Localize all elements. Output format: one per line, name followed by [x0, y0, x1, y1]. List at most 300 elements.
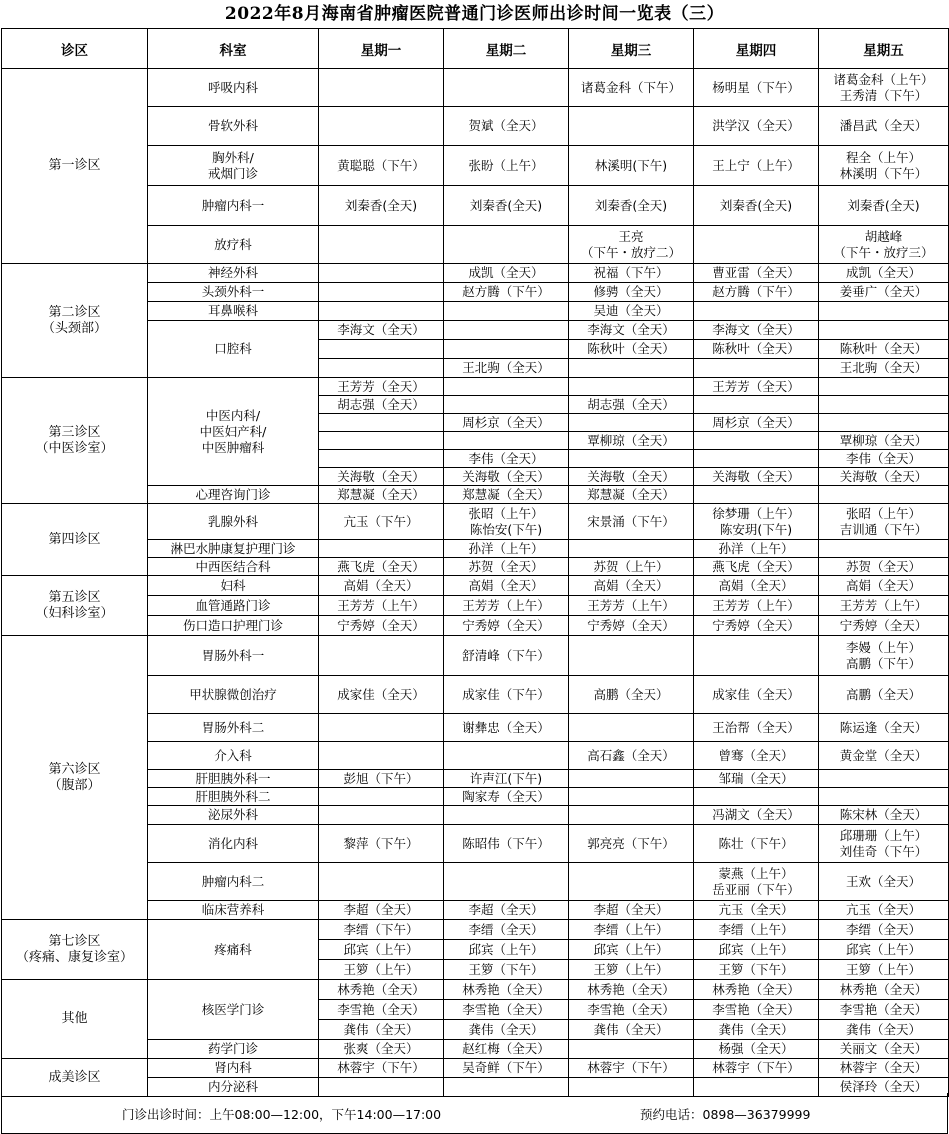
schedule-cell-wednesday — [569, 359, 694, 378]
schedule-cell-friday — [819, 1000, 949, 1020]
schedule-cell-wednesday — [569, 616, 694, 636]
schedule-cell-monday — [319, 146, 444, 186]
department-cell — [148, 980, 319, 1040]
cell-line: 苏贺（全天） — [845, 558, 921, 574]
zone-cell — [2, 1059, 148, 1097]
schedule-cell-friday — [819, 540, 949, 558]
table-row — [2, 576, 949, 596]
cell-line: 张昭（上午） — [845, 505, 921, 521]
table-row — [2, 980, 949, 1000]
schedule-cell-thursday — [694, 283, 819, 302]
schedule-cell-tuesday — [444, 504, 569, 540]
cell-line: 彭旭（下午） — [343, 770, 419, 786]
schedule-cell-tuesday — [444, 901, 569, 920]
schedule-cell-tuesday — [444, 825, 569, 863]
cell-line: 祝福（下午） — [593, 265, 669, 280]
schedule-cell-wednesday — [569, 863, 694, 901]
department-cell — [148, 146, 319, 186]
cell-line: 王北驹（全天） — [462, 360, 550, 375]
cell-line: 高鹏（下午） — [845, 655, 921, 671]
schedule-cell-tuesday — [444, 414, 569, 432]
schedule-cell-tuesday — [444, 676, 569, 714]
cell-line: 李缙（上午） — [593, 921, 669, 937]
schedule-cell-monday — [319, 340, 444, 359]
zone-cell — [2, 636, 148, 920]
schedule-cell-tuesday — [444, 714, 569, 742]
zone-cell — [2, 264, 148, 378]
schedule-cell-wednesday — [569, 636, 694, 676]
cell-line: 孙洋（上午） — [468, 540, 544, 556]
cell-line: 王芳芳（全天） — [712, 378, 800, 394]
schedule-cell-tuesday — [444, 980, 569, 1000]
cell-line: 周杉京（全天） — [712, 414, 800, 430]
schedule-cell-monday — [319, 806, 444, 825]
cell-line: 神经外科 — [207, 265, 258, 280]
cell-line: 李伟（全天） — [468, 450, 544, 466]
cell-line: 胡志强（全天） — [587, 396, 675, 412]
cell-line: 龚伟（全天） — [718, 1021, 794, 1037]
cell-line: 刘秦香(全天) — [847, 197, 920, 213]
cell-line: 陈秋叶（全天） — [712, 341, 800, 356]
cell-line: 宁秀婷（全天） — [712, 617, 800, 633]
cell-line: 宁秀婷（全天） — [587, 617, 675, 633]
cell-line: 宁秀婷（全天） — [839, 617, 928, 633]
cell-line: 胸外科/ — [212, 149, 254, 165]
cell-line: 中医肿瘤科 — [201, 439, 265, 455]
cell-line: （下午・放疗二） — [580, 244, 681, 260]
cell-line: 第四诊区 — [48, 531, 101, 547]
schedule-cell-tuesday — [444, 558, 569, 576]
schedule-cell-friday — [819, 940, 949, 960]
schedule-cell-monday — [319, 596, 444, 616]
schedule-cell-wednesday — [569, 186, 694, 226]
schedule-cell-monday — [319, 302, 444, 321]
schedule-cell-wednesday — [569, 558, 694, 576]
cell-line: 刘秦香(全天) — [344, 197, 418, 213]
cell-line: 高娟（全天） — [718, 577, 794, 593]
schedule-cell-wednesday — [569, 302, 694, 321]
schedule-cell-thursday — [694, 788, 819, 806]
schedule-cell-wednesday — [569, 450, 694, 468]
department-cell — [148, 636, 319, 676]
schedule-cell-friday — [819, 742, 949, 770]
schedule-cell-monday — [319, 558, 444, 576]
page-title: 2022年8月海南省肿瘤医院普通门诊医师出诊时间一览表（三） — [224, 4, 725, 24]
cell-line: 陈怡安(下午) — [469, 521, 543, 537]
cell-line: 乳腺外科 — [207, 513, 258, 529]
schedule-cell-monday — [319, 616, 444, 636]
cell-line: 贺斌（全天） — [468, 118, 544, 133]
schedule-cell-monday — [319, 1020, 444, 1040]
schedule-body — [2, 69, 949, 1097]
schedule-cell-friday — [819, 1059, 949, 1078]
department-cell — [148, 788, 319, 806]
cell-line: （下午・放疗三） — [833, 244, 934, 260]
schedule-cell-thursday — [694, 340, 819, 359]
schedule-cell-friday — [819, 359, 949, 378]
schedule-cell-monday — [319, 714, 444, 742]
schedule-cell-monday — [319, 504, 444, 540]
schedule-cell-wednesday — [569, 378, 694, 396]
schedule-cell-monday — [319, 186, 444, 226]
cell-line: 刘秦香(全天) — [594, 197, 668, 213]
cell-line: 林溪明(下午) — [594, 157, 668, 173]
cell-line: 成家佳（下午） — [462, 686, 550, 702]
schedule-cell-thursday — [694, 264, 819, 283]
department-cell — [148, 264, 319, 283]
schedule-cell-wednesday — [569, 504, 694, 540]
schedule-cell-thursday — [694, 940, 819, 960]
clinic-hours-text: 门诊出诊时间：上午08:00—12:00，下午14:00—17:00 — [122, 1107, 442, 1122]
schedule-cell-monday — [319, 742, 444, 770]
cell-line: 亢玉（全天） — [718, 902, 794, 917]
cell-line: 其他 — [61, 1011, 88, 1026]
cell-line: 中医内科/ — [205, 407, 261, 423]
cell-line: （疼痛、康复诊室） — [15, 949, 133, 965]
cell-line: 高石鑫（全天） — [587, 747, 675, 763]
schedule-cell-wednesday — [569, 714, 694, 742]
department-cell — [148, 321, 319, 378]
cell-line: 妇科 — [220, 577, 246, 593]
schedule-cell-thursday — [694, 396, 819, 414]
schedule-cell-thursday — [694, 636, 819, 676]
cell-line: 王箩（上午） — [343, 961, 419, 977]
department-cell — [148, 770, 319, 788]
cell-line: 王芳芳（上午） — [337, 597, 425, 613]
schedule-cell-monday — [319, 378, 444, 396]
table-row — [2, 504, 949, 540]
schedule-cell-wednesday — [569, 1000, 694, 1020]
cell-line: 消化内科 — [207, 835, 258, 851]
department-cell — [148, 616, 319, 636]
schedule-cell-friday — [819, 714, 949, 742]
schedule-cell-monday — [319, 359, 444, 378]
header-monday: 星期一 — [319, 29, 444, 69]
schedule-cell-monday — [319, 264, 444, 283]
cell-line: 疼痛科 — [214, 941, 252, 957]
cell-line: 苏贺（上午） — [593, 558, 669, 574]
cell-line: 林溪明（下午） — [839, 165, 928, 181]
cell-line: 李超（全天） — [343, 902, 419, 917]
department-cell — [148, 576, 319, 596]
cell-line: 呼吸内科 — [207, 79, 258, 95]
table-row — [2, 378, 949, 396]
schedule-cell-tuesday — [444, 378, 569, 396]
cell-line: 程全（上午） — [845, 149, 921, 165]
cell-line: 邱宾（上午） — [845, 941, 921, 957]
schedule-cell-tuesday — [444, 1040, 569, 1059]
schedule-cell-monday — [319, 486, 444, 504]
schedule-cell-friday — [819, 264, 949, 283]
department-cell — [148, 558, 319, 576]
schedule-cell-friday — [819, 1040, 949, 1059]
schedule-cell-thursday — [694, 1040, 819, 1059]
schedule-cell-friday — [819, 432, 949, 450]
schedule-cell-tuesday — [444, 340, 569, 359]
schedule-cell-thursday — [694, 770, 819, 788]
schedule-cell-wednesday — [569, 980, 694, 1000]
cell-line: 王箩（上午） — [845, 961, 921, 977]
cell-line: 胃肠外科一 — [201, 647, 265, 663]
schedule-cell-tuesday — [444, 146, 569, 186]
cell-line: 骨软外科 — [207, 118, 258, 133]
cell-line: 龚伟（全天） — [593, 1021, 669, 1037]
schedule-cell-friday — [819, 616, 949, 636]
cell-line: 林蓉宇（下午） — [587, 1060, 675, 1075]
cell-line: 高鹏（全天） — [593, 686, 669, 702]
schedule-cell-wednesday — [569, 920, 694, 940]
header-row — [2, 29, 949, 69]
cell-line: 张爽（全天） — [343, 1041, 419, 1056]
schedule-cell-wednesday — [569, 806, 694, 825]
cell-line: 赵红梅（全天） — [462, 1041, 550, 1056]
schedule-cell-tuesday — [444, 396, 569, 414]
schedule-cell-monday — [319, 1059, 444, 1078]
cell-line: 王亮 — [618, 228, 644, 244]
appointment-phone-text: 预约电话：0898—36379999 — [640, 1107, 811, 1122]
cell-line: 诸葛金科（上午） — [833, 71, 934, 87]
cell-line: 关海敬（全天） — [337, 468, 425, 484]
cell-line: 张昭（上午） — [468, 505, 544, 521]
schedule-cell-wednesday — [569, 1020, 694, 1040]
department-cell — [148, 863, 319, 901]
schedule-cell-thursday — [694, 1020, 819, 1040]
schedule-cell-friday — [819, 468, 949, 486]
schedule-table — [1, 28, 949, 1097]
schedule-cell-tuesday — [444, 540, 569, 558]
schedule-cell-monday — [319, 1040, 444, 1059]
cell-line: 潘昌武（全天） — [839, 118, 928, 133]
schedule-cell-wednesday — [569, 742, 694, 770]
schedule-cell-tuesday — [444, 616, 569, 636]
cell-line: 胃肠外科二 — [201, 719, 265, 735]
cell-line: 林秀艳（全天） — [587, 981, 675, 997]
cell-line: 黄金堂（全天） — [839, 747, 928, 763]
cell-line: 林秀艳（全天） — [337, 981, 425, 997]
schedule-cell-monday — [319, 788, 444, 806]
cell-line: 李超（全天） — [468, 902, 544, 917]
schedule-cell-wednesday — [569, 486, 694, 504]
schedule-cell-wednesday — [569, 432, 694, 450]
schedule-cell-thursday — [694, 432, 819, 450]
cell-line: 陈秋叶（全天） — [839, 341, 928, 356]
schedule-cell-monday — [319, 226, 444, 264]
cell-line: 临床营养科 — [201, 902, 265, 917]
schedule-cell-wednesday — [569, 1059, 694, 1078]
schedule-cell-tuesday — [444, 940, 569, 960]
cell-line: 林秀艳（全天） — [462, 981, 550, 997]
department-cell — [148, 1059, 319, 1078]
cell-line: 邱宾（上午） — [468, 941, 544, 957]
cell-line: 龚伟（全天） — [845, 1021, 921, 1037]
cell-line: 高鹏（全天） — [845, 686, 921, 702]
cell-line: 肝胆胰外科二 — [195, 788, 271, 804]
schedule-cell-thursday — [694, 359, 819, 378]
cell-line: 赵方腾（下午） — [712, 284, 800, 299]
schedule-cell-friday — [819, 414, 949, 432]
cell-line: 孙洋（上午） — [718, 540, 794, 556]
cell-line: 王箩（下午） — [468, 961, 544, 977]
cell-line: 关海敬（全天） — [839, 468, 928, 484]
schedule-cell-friday — [819, 960, 949, 980]
cell-line: 陈昭伟（下午） — [462, 835, 550, 851]
table-row — [2, 920, 949, 940]
department-cell — [148, 186, 319, 226]
cell-line: 邱宾（上午） — [343, 941, 419, 957]
cell-line: 第二诊区 — [48, 304, 101, 320]
schedule-cell-monday — [319, 940, 444, 960]
schedule-cell-wednesday — [569, 283, 694, 302]
cell-line: 舒清峰（下午） — [462, 647, 550, 663]
cell-line: 邱珊珊（上午） — [839, 827, 928, 843]
schedule-cell-wednesday — [569, 825, 694, 863]
department-cell — [148, 283, 319, 302]
schedule-cell-friday — [819, 283, 949, 302]
department-cell — [148, 901, 319, 920]
schedule-cell-wednesday — [569, 468, 694, 486]
cell-line: 李缙（下午） — [343, 921, 419, 937]
cell-line: 关海敬（全天） — [587, 468, 675, 484]
department-cell — [148, 825, 319, 863]
cell-line: 陶家寿（全天） — [462, 788, 550, 804]
cell-line: 修骋（全天） — [593, 284, 669, 299]
cell-line: 王北驹（全天） — [839, 360, 928, 375]
department-cell — [148, 226, 319, 264]
schedule-cell-monday — [319, 960, 444, 980]
schedule-cell-monday — [319, 107, 444, 146]
zone-cell — [2, 576, 148, 636]
schedule-cell-wednesday — [569, 69, 694, 107]
schedule-cell-monday — [319, 980, 444, 1000]
cell-line: 中西医结合科 — [195, 558, 271, 574]
zone-cell — [2, 378, 148, 504]
cell-line: 林秀艳（全天） — [839, 981, 928, 997]
schedule-cell-friday — [819, 69, 949, 107]
schedule-cell-thursday — [694, 714, 819, 742]
cell-line: 伤口造口护理门诊 — [182, 617, 283, 633]
schedule-cell-thursday — [694, 806, 819, 825]
schedule-cell-thursday — [694, 960, 819, 980]
cell-line: 李海文（全天） — [712, 322, 800, 337]
schedule-cell-wednesday — [569, 576, 694, 596]
cell-line: 耳鼻喉科 — [207, 303, 258, 318]
cell-line: 李伟（全天） — [845, 450, 921, 466]
department-cell — [148, 1040, 319, 1059]
cell-line: 成凯（全天） — [468, 265, 544, 280]
cell-line: 李缙（全天） — [468, 921, 544, 937]
schedule-cell-monday — [319, 920, 444, 940]
cell-line: 周杉京（全天） — [462, 414, 550, 430]
cell-line: 成家佳（全天） — [337, 686, 425, 702]
cell-line: 肝胆胰外科一 — [195, 770, 271, 786]
header-thursday: 星期四 — [694, 29, 819, 69]
cell-line: 李海文（全天） — [587, 322, 675, 337]
cell-line: 林秀艳（全天） — [712, 981, 800, 997]
schedule-cell-wednesday — [569, 107, 694, 146]
schedule-cell-monday — [319, 396, 444, 414]
department-cell — [148, 920, 319, 980]
cell-line: 李雪艳（全天） — [587, 1001, 675, 1017]
schedule-cell-tuesday — [444, 576, 569, 596]
cell-line: 王芳芳（上午） — [712, 597, 800, 613]
schedule-cell-friday — [819, 486, 949, 504]
cell-line: 高娟（全天） — [468, 577, 544, 593]
table-row — [2, 636, 949, 676]
cell-line: 曹亚雷（全天） — [712, 265, 800, 280]
cell-line: 王治帮（全天） — [712, 719, 800, 735]
cell-line: 王箩（下午） — [718, 961, 794, 977]
schedule-cell-tuesday — [444, 806, 569, 825]
cell-line: 第三诊区 — [48, 424, 101, 440]
schedule-cell-monday — [319, 770, 444, 788]
cell-line: 关海敬（全天） — [462, 468, 550, 484]
cell-line: 许声江(下午) — [469, 770, 543, 786]
schedule-cell-thursday — [694, 742, 819, 770]
schedule-cell-wednesday — [569, 940, 694, 960]
cell-line: （妇科诊室） — [35, 605, 114, 621]
cell-line: 陈壮（下午） — [718, 835, 794, 851]
cell-line: 口腔科 — [214, 341, 252, 356]
schedule-cell-monday — [319, 321, 444, 340]
cell-line: 王秀清（下午） — [839, 87, 928, 103]
schedule-cell-wednesday — [569, 676, 694, 714]
cell-line: 甲状腺微创治疗 — [189, 686, 277, 702]
cell-line: 李嫚（上午） — [845, 639, 921, 655]
cell-line: 谢彝忠（全天） — [462, 719, 550, 735]
cell-line: 放疗科 — [214, 236, 252, 252]
schedule-cell-thursday — [694, 1059, 819, 1078]
cell-line: 刘佳奇（下午） — [839, 843, 928, 859]
cell-line: 陈秋叶（全天） — [587, 341, 675, 356]
schedule-cell-wednesday — [569, 540, 694, 558]
schedule-cell-monday — [319, 1000, 444, 1020]
schedule-cell-monday — [319, 283, 444, 302]
cell-line: 高娟（全天） — [845, 577, 921, 593]
schedule-cell-friday — [819, 901, 949, 920]
department-cell — [148, 302, 319, 321]
schedule-cell-tuesday — [444, 1059, 569, 1078]
cell-line: 成家佳（全天） — [712, 686, 800, 702]
schedule-cell-monday — [319, 901, 444, 920]
cell-line: 洪学汉（全天） — [712, 118, 800, 133]
schedule-cell-friday — [819, 806, 949, 825]
schedule-cell-friday — [819, 676, 949, 714]
cell-line: 邱宾（上午） — [593, 941, 669, 957]
schedule-cell-tuesday — [444, 107, 569, 146]
cell-line: 黎萍（下午） — [343, 835, 419, 851]
department-cell — [148, 742, 319, 770]
cell-line: 第五诊区 — [48, 589, 101, 605]
cell-line: 陈运逢（全天） — [839, 719, 928, 735]
schedule-cell-thursday — [694, 540, 819, 558]
schedule-cell-thursday — [694, 676, 819, 714]
cell-line: 姜垂广（全天） — [839, 284, 928, 299]
cell-line: 宋景涌（下午） — [587, 513, 675, 529]
schedule-cell-tuesday — [444, 788, 569, 806]
cell-line: 李缙（全天） — [845, 921, 921, 937]
schedule-cell-thursday — [694, 107, 819, 146]
cell-line: 第七诊区 — [48, 933, 101, 949]
schedule-cell-tuesday — [444, 636, 569, 676]
schedule-cell-tuesday — [444, 1000, 569, 1020]
cell-line: 郭亮亮（下午） — [587, 835, 675, 851]
schedule-cell-tuesday — [444, 321, 569, 340]
cell-line: 高娟（全天） — [593, 577, 669, 593]
cell-line: 宁秀婷（全天） — [337, 617, 425, 633]
schedule-cell-tuesday — [444, 302, 569, 321]
schedule-cell-thursday — [694, 226, 819, 264]
cell-line: 吴奇鲜（下午） — [462, 1060, 550, 1075]
